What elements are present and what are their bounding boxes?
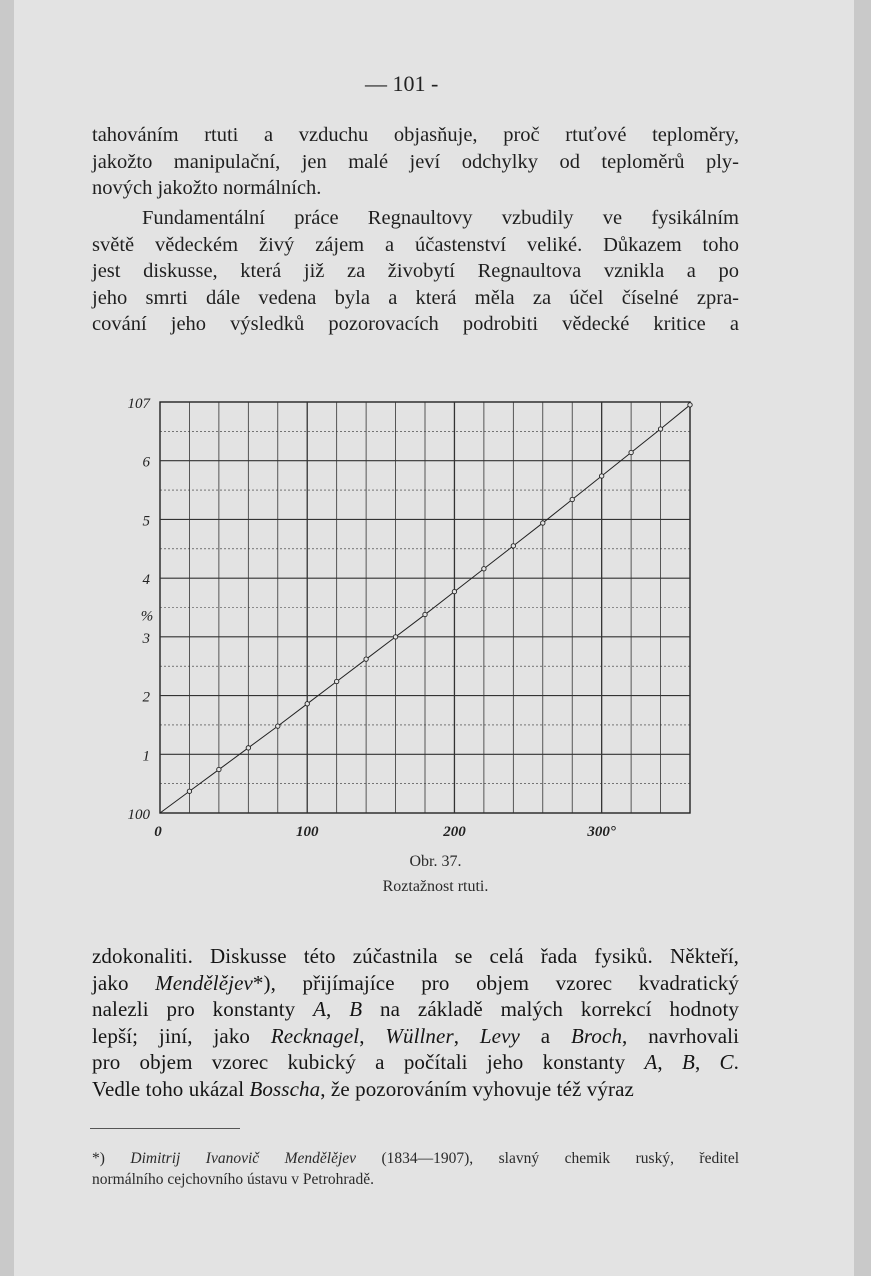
text-run: a <box>519 1023 571 1048</box>
data-point <box>599 474 603 478</box>
text-line <box>92 1169 739 1190</box>
y-tick-label: 3 <box>142 630 150 647</box>
text-run: , navrhovali <box>622 1023 740 1048</box>
italic-run: B <box>682 1050 695 1075</box>
data-point <box>482 567 486 571</box>
text-line <box>92 1049 739 1076</box>
data-point <box>423 612 427 616</box>
text-line: Fundamentální práce Regnaultovy vzbudily ve fysikálním <box>142 207 739 229</box>
text-run: normálního cejchovního ústavu v Petrohradě. <box>92 1171 374 1188</box>
italic-run: Recknagel <box>270 1023 360 1048</box>
y-tick-label: 6 <box>142 454 150 471</box>
text-run: zdokonaliti. Diskusse této zúčastnila se celá řada fysiků. Někteří, <box>92 944 739 968</box>
x-tick-label: 300° <box>587 824 616 840</box>
paragraph-2 <box>92 205 739 338</box>
italic-run: A <box>644 1050 658 1075</box>
text-line: jest diskusse, která již za živobytí Regnaultova vznikla a po <box>92 260 739 283</box>
italic-run: A <box>313 997 327 1022</box>
data-point <box>688 403 692 407</box>
expansion-chart <box>120 388 720 848</box>
x-tick-label: 200 <box>443 824 466 840</box>
text-run: na základě malých korrekcí hodnoty <box>362 997 740 1022</box>
paragraph-1 <box>92 122 739 202</box>
x-tick-label: 0 <box>154 824 162 840</box>
chart-marks <box>160 403 692 813</box>
italic-run: Mendělějev <box>155 970 253 995</box>
italic-run: Bosscha <box>249 1076 321 1101</box>
text-run: , <box>657 1050 682 1075</box>
text-line: světě vědeckém živý zájem a účastenství veliké. Důkazem toho <box>92 233 739 256</box>
data-point <box>570 497 574 501</box>
x-tick-label: 100 <box>295 824 319 840</box>
data-point <box>334 679 338 683</box>
text-line <box>92 996 739 1023</box>
text-line <box>92 1076 739 1103</box>
footnote <box>92 1148 739 1190</box>
italic-run: Broch <box>571 1023 623 1048</box>
y-tick-label: 100 <box>127 807 150 823</box>
text-line: cování jeho výsledků pozorovacích podrobiti vědecké kritice a <box>92 313 739 336</box>
paragraph-3 <box>92 943 739 1103</box>
italic-run: Levy <box>479 1023 520 1048</box>
italic-run: Dimitrij Ivanovič Mendělějev <box>130 1150 357 1167</box>
text-run: , <box>359 1023 386 1048</box>
text-line: jeho smrti dále vedena byla a která měla za účel číselné zpra- <box>92 286 739 309</box>
text-line <box>92 1023 739 1050</box>
data-point <box>452 589 456 593</box>
text-run: *), přijímajíce pro objem vzorec kvadratický <box>252 970 739 995</box>
text-line: jakožto manipulační, jen malé jeví odchylky od teploměrů ply- <box>92 150 739 173</box>
data-point <box>187 789 191 793</box>
text-run: *) <box>92 1150 131 1167</box>
y-axis-label: % <box>140 608 154 625</box>
text-run: (1834—1907), slavný chemik ruský, ředitel <box>356 1150 740 1167</box>
italic-run: B <box>349 997 363 1022</box>
chart-grid <box>160 402 690 813</box>
y-tick-label: 107 <box>127 396 150 412</box>
italic-run: C <box>719 1050 734 1075</box>
text-line <box>92 1148 739 1169</box>
y-tick-label: 5 <box>142 513 150 530</box>
data-point <box>511 544 515 548</box>
data-point <box>276 724 280 728</box>
data-point <box>305 702 309 706</box>
text-line <box>92 970 739 997</box>
figure-title: Roztažnost rtuti. <box>382 878 489 895</box>
text-run: Vedle toho ukázal <box>92 1076 250 1101</box>
text-line <box>92 943 739 970</box>
text-run: , <box>326 997 350 1022</box>
text-run: , <box>694 1050 720 1075</box>
data-point <box>541 521 545 525</box>
text-run: lepší; jiní, jako <box>92 1023 271 1048</box>
data-point <box>217 767 221 771</box>
text-run: . <box>733 1050 740 1075</box>
figure-label: Obr. 37. <box>409 853 462 870</box>
text-line: tahováním rtuti a vzduchu objasňuje, proč rtuťové teploměry, <box>92 124 739 146</box>
text-line: nových jakožto normálních. <box>92 177 322 200</box>
y-tick-label: 1 <box>142 748 150 765</box>
page-number: — 101 - <box>365 71 439 96</box>
data-point <box>658 427 662 431</box>
data-point <box>246 746 250 750</box>
italic-run: Wüllner <box>385 1023 454 1048</box>
data-point <box>629 450 633 454</box>
text-run: , že pozorováním vyhovuje též výraz <box>320 1076 634 1101</box>
text-run: nalezli pro konstanty <box>92 997 314 1022</box>
data-point <box>393 635 397 639</box>
y-tick-label: 4 <box>142 572 150 589</box>
footnote-rule <box>90 1128 240 1129</box>
text-run: jako <box>92 970 156 995</box>
text-run: pro objem vzorec kubický a počítali jeho konstanty <box>92 1050 645 1075</box>
data-point <box>364 657 368 661</box>
y-tick-label: 2 <box>142 689 150 706</box>
text-run: , <box>453 1023 480 1048</box>
